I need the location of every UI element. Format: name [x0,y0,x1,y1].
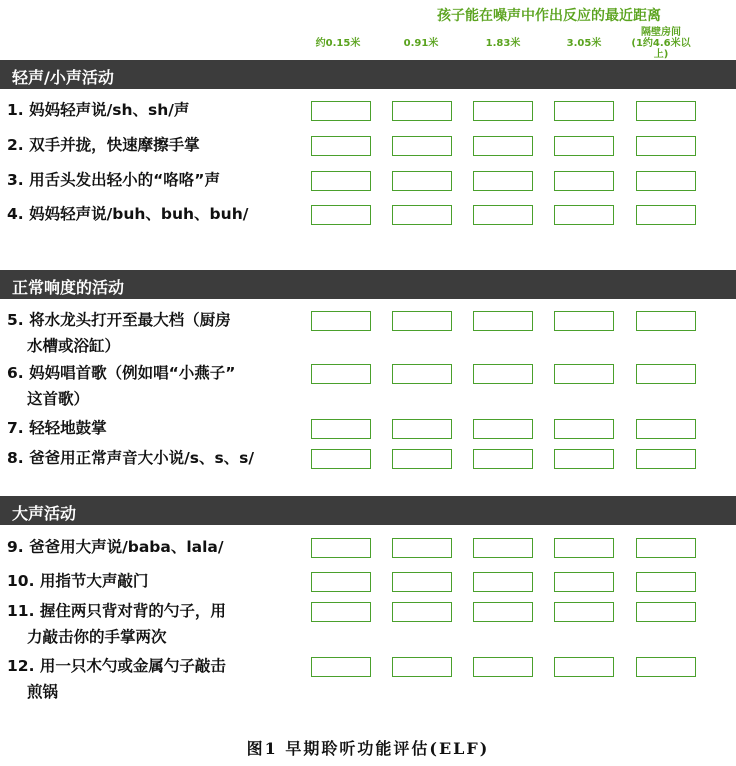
activity-item [7,534,302,560]
response-checkbox[interactable] [311,171,371,191]
response-checkbox[interactable] [636,449,696,469]
response-checkbox[interactable] [636,657,696,677]
response-checkbox[interactable] [554,538,614,558]
activity-item [7,97,302,123]
activity-text: 1. 妈妈轻声说/sh、sh/声 [7,101,190,119]
response-checkbox[interactable] [636,171,696,191]
column-label-0-91m: 0.91米 [403,38,439,49]
response-checkbox[interactable] [554,171,614,191]
response-checkbox[interactable] [554,449,614,469]
response-checkbox[interactable] [392,205,452,225]
response-checkbox[interactable] [473,538,533,558]
response-checkbox[interactable] [311,101,371,121]
response-checkbox[interactable] [311,205,371,225]
response-checkbox[interactable] [311,572,371,592]
response-checkbox[interactable] [311,311,371,331]
response-checkbox[interactable] [392,101,452,121]
activity-item [7,653,302,705]
activity-text-continued: 煎锅 [27,683,59,701]
response-checkbox[interactable] [473,136,533,156]
activity-text: 3. 用舌头发出轻小的“咯咯”声 [7,171,220,189]
response-checkbox[interactable] [473,311,533,331]
response-checkbox[interactable] [636,205,696,225]
response-checkbox[interactable] [311,602,371,622]
response-checkbox[interactable] [554,364,614,384]
activity-text: 10. 用指节大声敲门 [7,572,149,590]
response-checkbox[interactable] [636,419,696,439]
column-label-1-83m: 1.83米 [485,38,521,49]
response-checkbox[interactable] [554,419,614,439]
response-checkbox[interactable] [392,449,452,469]
response-checkbox[interactable] [636,101,696,121]
response-checkbox[interactable] [311,136,371,156]
response-checkbox[interactable] [311,657,371,677]
activity-text-continued: 水槽或浴缸） [27,337,121,355]
activity-text: 12. 用一只木勺或金属勺子敲击 [7,657,226,675]
section-header [0,496,736,525]
response-checkbox[interactable] [392,602,452,622]
activity-item [7,415,302,441]
response-checkbox[interactable] [473,602,533,622]
column-label-3-05m: 3.05米 [566,38,602,49]
response-checkbox[interactable] [473,171,533,191]
activity-text: 8. 爸爸用正常声音大小说/s、s、s/ [7,449,255,467]
response-checkbox[interactable] [554,136,614,156]
activity-item [7,132,302,158]
activity-item [7,307,302,359]
section-title: 正常响度的活动 [12,278,125,297]
response-checkbox[interactable] [554,657,614,677]
response-checkbox[interactable] [554,602,614,622]
activity-text-continued: 这首歌） [27,390,90,408]
activity-item [7,598,302,650]
response-checkbox[interactable] [473,449,533,469]
activity-text: 2. 双手并拢，快速摩擦手掌 [7,136,200,154]
activity-text-continued: 力敲击你的手掌两次 [27,628,167,646]
figure-caption: 图1 早期聆听功能评估(ELF) [246,739,490,758]
section-title: 大声活动 [12,504,77,523]
activity-item [7,445,302,471]
activity-item [7,201,302,227]
activity-text: 6. 妈妈唱首歌（例如唱“小燕子” [7,364,236,382]
section-title: 轻声/小声活动 [12,68,114,87]
response-checkbox[interactable] [311,449,371,469]
response-checkbox[interactable] [392,171,452,191]
response-checkbox[interactable] [636,538,696,558]
response-checkbox[interactable] [311,419,371,439]
column-label-0-15m: 约0.15米 [315,38,361,49]
response-checkbox[interactable] [473,657,533,677]
response-checkbox[interactable] [311,538,371,558]
activity-text: 7. 轻轻地鼓掌 [7,419,107,437]
column-label-next-room: 隔壁房间 (1约4.6米以上) [631,27,691,60]
response-checkbox[interactable] [392,538,452,558]
response-checkbox[interactable] [392,364,452,384]
activity-text: 9. 爸爸用大声说/baba、lala/ [7,538,224,556]
response-checkbox[interactable] [554,101,614,121]
response-checkbox[interactable] [392,657,452,677]
response-checkbox[interactable] [473,205,533,225]
response-checkbox[interactable] [473,572,533,592]
response-checkbox[interactable] [636,136,696,156]
response-checkbox[interactable] [473,419,533,439]
response-checkbox[interactable] [554,205,614,225]
response-checkbox[interactable] [636,364,696,384]
section-header [0,60,736,89]
response-checkbox[interactable] [554,311,614,331]
response-checkbox[interactable] [636,572,696,592]
response-checkbox[interactable] [636,602,696,622]
response-checkbox[interactable] [473,101,533,121]
section-header [0,270,736,299]
response-checkbox[interactable] [392,419,452,439]
activity-text: 5. 将水龙头打开至最大档（厨房 [7,311,231,329]
response-checkbox[interactable] [554,572,614,592]
response-checkbox[interactable] [311,364,371,384]
activity-text: 4. 妈妈轻声说/buh、buh、buh/ [7,205,249,223]
distance-header-title: 孩子能在噪声中作出反应的最近距离 [437,8,661,24]
response-checkbox[interactable] [392,136,452,156]
activity-item [7,167,302,193]
response-checkbox[interactable] [473,364,533,384]
response-checkbox[interactable] [392,572,452,592]
response-checkbox[interactable] [636,311,696,331]
activity-text: 11. 握住两只背对背的勺子，用 [7,602,226,620]
response-checkbox[interactable] [392,311,452,331]
activity-item [7,360,302,412]
activity-item [7,568,302,594]
